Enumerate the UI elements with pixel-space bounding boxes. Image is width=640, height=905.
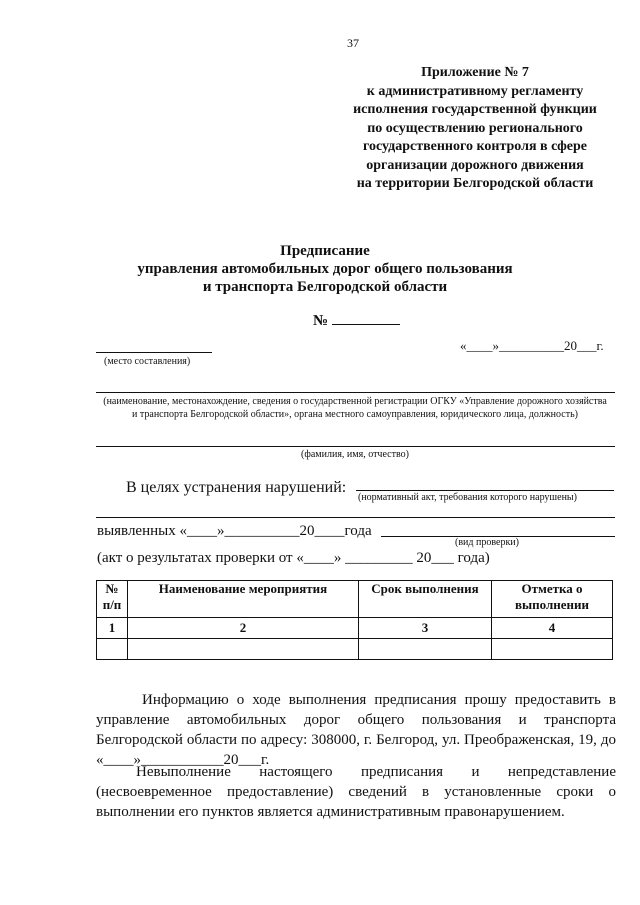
appendix-header	[330, 64, 620, 194]
act-caption: (нормативный акт, требования которого нарушены)	[358, 492, 577, 503]
appendix-line: на территории Белгородской области	[356, 176, 594, 191]
table-cell: 2	[128, 618, 359, 639]
appendix-line: организации дорожного движения	[366, 157, 584, 173]
table-numbering-row	[97, 618, 613, 639]
date-field: «____»__________20___г.	[460, 338, 604, 353]
warning-paragraph: Невыполнение настоящего предписания и непредставление (несвоевременное предоставление) сведений в установленные сроки о выполнении его пунктов является административным правонарушением.	[96, 764, 616, 820]
header-measure: Наименование мероприятия	[128, 581, 359, 618]
table-cell[interactable]	[492, 639, 613, 660]
number-label: №	[313, 313, 329, 329]
org-caption: (наименование, местонахождение, сведения о государственной регистрации ОГКУ «Управление дорожного хозяйства и транспорта Белгородской области», органа местного самоуправления, юридического лица, должность)	[103, 396, 607, 420]
act-blank[interactable]	[356, 490, 614, 491]
appendix-line: по осуществлению регионального	[367, 120, 583, 136]
appendix-line: к административному регламенту	[366, 83, 584, 99]
number-blank[interactable]	[332, 312, 400, 325]
purpose-text: В целях устранения нарушений:	[126, 479, 347, 496]
page-number: 37	[347, 36, 359, 50]
title-line-3: и транспорта Белгородской области	[202, 279, 448, 295]
document-number	[313, 312, 400, 330]
act-results-text: (акт о результатах проверки от «____» _________ 20___ года)	[97, 550, 490, 566]
violations-blank[interactable]	[96, 517, 615, 518]
title-line-1: Предписание	[280, 243, 370, 259]
place-caption: (место составления)	[104, 356, 191, 367]
table-cell: 3	[359, 618, 492, 639]
table-cell: 4	[492, 618, 613, 639]
revealed-text: выявленных «____»__________20____года	[97, 523, 372, 539]
table-cell: 1	[97, 618, 128, 639]
table-cell[interactable]	[97, 639, 128, 660]
appendix-line: Приложение № 7	[421, 65, 529, 80]
appendix-line: государственного контроля в сфере	[362, 139, 588, 154]
info-paragraph: Информацию о ходе выполнения предписания прошу предоставить в управление автомобильных дорог общего пользования и транспорта Белгородской области по адресу: 308000, г. Белгород, ул. Преображенская, 19, до «____»___________20___г.	[96, 692, 616, 768]
header-number: № п/п	[97, 581, 128, 618]
document-title	[100, 242, 550, 296]
table-header-row	[97, 581, 613, 618]
table-cell[interactable]	[359, 639, 492, 660]
fio-caption: (фамилия, имя, отчество)	[301, 449, 409, 460]
header-deadline: Срок выполнения	[359, 581, 492, 618]
header-mark: Отметка о выполнении	[492, 581, 613, 618]
fio-blank[interactable]	[96, 446, 615, 447]
measures-table	[96, 580, 613, 660]
table-row	[97, 639, 613, 660]
kind-caption: (вид проверки)	[455, 537, 519, 548]
org-blank[interactable]	[96, 392, 615, 393]
title-line-2: управления автомобильных дорог общего пользования	[137, 261, 513, 277]
table-cell[interactable]	[128, 639, 359, 660]
place-blank[interactable]	[96, 352, 212, 353]
appendix-line: исполнения государственной функции	[353, 102, 597, 117]
